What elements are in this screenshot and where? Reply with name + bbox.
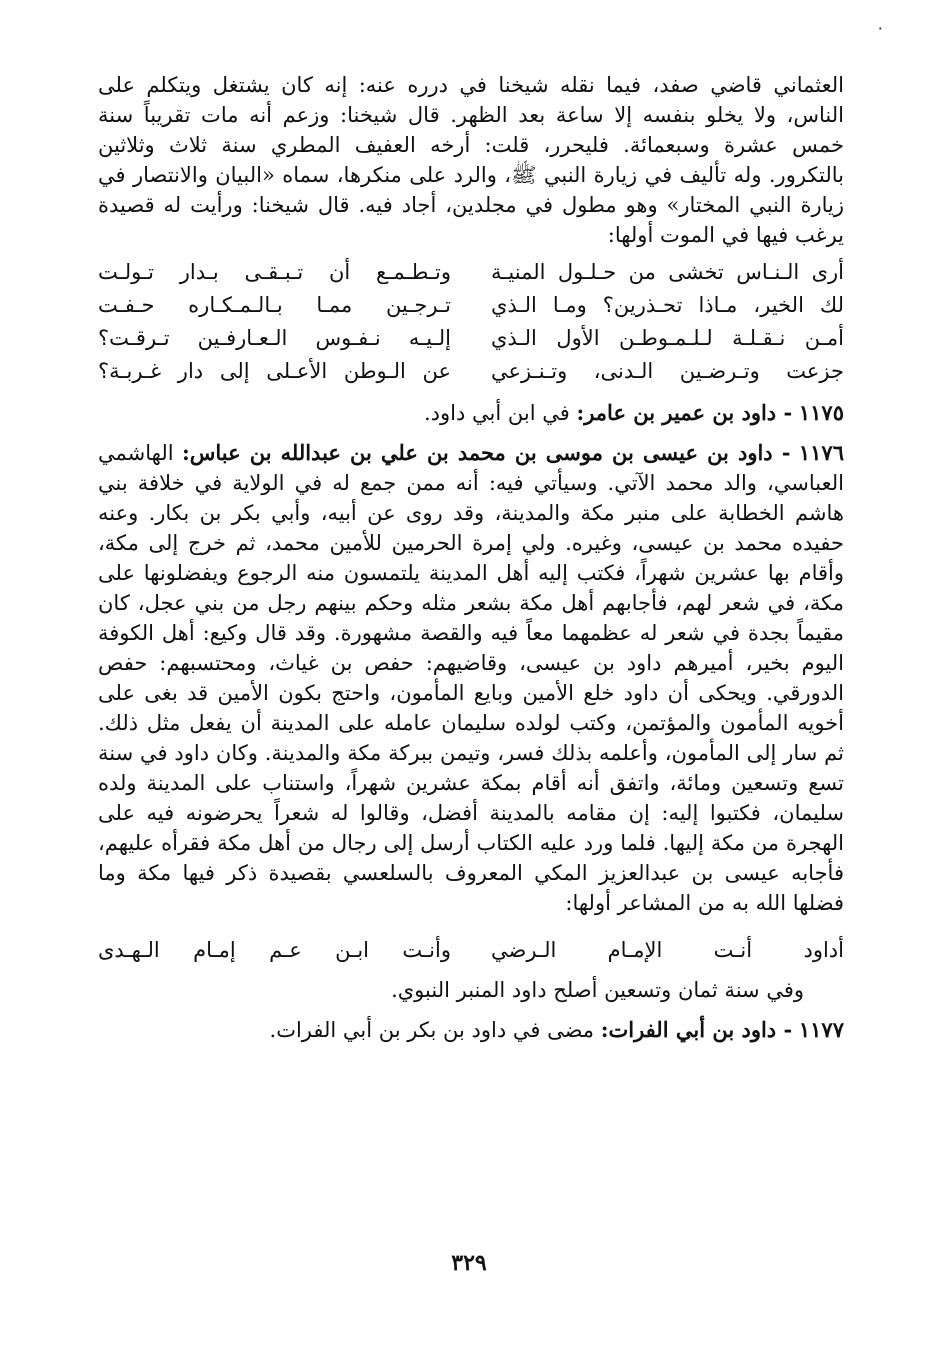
verse-2-second-hemistich: تـرجـين ممـا بـالـمـكـاره حـفـت [98, 293, 451, 317]
entry-1176-text: الهاشمي العباسي، والد محمد الآتي. وسيأتي فيه: أنه ممن جمع له في الولاية في خلافة بني هاشم الخطابة على منبر مكة والمدينة، وقد روى عن أبيه، وأبي بكر بن بكار. وعنه حفيده محمد بن عيسى، وغيره. ولي إمرة الحرمين للأمين محمد، ثم خرج إلى مكة، وأقام بها عشرين شهراً، فكتب إليه أهل المدينة يلتمسون منه الرجوع ويفضلونها على مكة، في شعر لهم، فأجابهم أهل مكة بشعر مثله وحكم بينهم رجل من بني عجل، كان مقيماً بجدة في شعر له عظمهما معاً فيه والقصة مشهورة. وقد قال وكيع: أهل الكوفة اليوم بخير، أميرهم داود بن عيسى، وقاضيهم: حفص بن غياث، ومحتسبهم: حفص الدورقي. ويحكى أن داود خلع الأمين وبايع المأمون، واحتج بكون الأمين قد بغى على أخويه المأمون والمؤتمن، وكتب لولده سليمان عامله على المدينة أن يفعل مثل ذلك. ثم سار إلى المأمون، وأعلمه بذلك فسر، وتيمن ببركة مكة والمدينة. وكان داود في سنة تسع وتسعين ومائة، واتفق أنه أقام بمكة عشرين شهراً، واستناب على المدينة ولده سليمان، فكتبوا إليه: إن مقامه بالمدينة أفضل، وقالوا له شعراً يحرضونه فيه على الهجرة من مكة إليها. فلما ورد عليه الكتاب أرسل إلى رجال من أهل مكة فقرأه عليهم، فأجابه عيسى بن عبدالعزيز المكي المعروف بالسلعسي بقصيدة ذكر فيها مكة وما فضلها الله به من المشاعر أولها: [98, 441, 844, 915]
entry-1177-name: - داود بن أبي الفرات: [600, 1017, 793, 1042]
poem-block [98, 256, 844, 388]
entry-1176-verse [98, 934, 844, 967]
verse-4-first-hemistich: جزعت وتـرضـين الـدنى، وتـنـزعي [491, 359, 844, 383]
verse-3-first-hemistich: أمـن نـقـلـة لـلـمـوطـن الأول الـذي [491, 326, 844, 350]
page-number: ٣٢٩ [451, 1250, 487, 1276]
entry-1175-name: - داود بن عمير بن عامر: [576, 400, 793, 425]
paragraph-continuation: العثماني قاضي صفد، فيما نقله شيخنا في درره عنه: إنه كان يشتغل ويتكلم على الناس، ولا يخلو بنفسه إلا ساعة بعد الظهر. قال شيخنا: وزعم أنه مات تقريباً سنة خمس عشرة وسبعمائة. فليحرر، قلت: أرخه العفيف المطري سنة ثلاث وثلاثين بالتكرور. وله تأليف في زيارة النبي ﷺ، والرد على منكرها، سماه «البيان والانتصار في زيارة النبي المختار» وهو مطول في مجلدين، أجاد فيه. قال شيخنا: ورأيت له قصيدة يرغب فيها في الموت أولها: [98, 73, 844, 247]
entry-1176-name: - داود بن عيسى بن موسى بن محمد بن علي بن عبدالله بن عباس: [182, 440, 791, 465]
verse-3-second-hemistich: إلـيـه نـفـوس الـعـارفـين تـرقـت؟ [98, 326, 451, 350]
page-body [98, 70, 844, 1045]
entry-1175-number: ١١٧٥ [798, 400, 844, 425]
entry-1175 [98, 398, 844, 428]
entry-1177-number: ١١٧٧ [798, 1017, 844, 1042]
entry-1177-text: مضى في داود بن بكر بن أبي الفرات. [269, 1018, 595, 1042]
entry-1176-verse-first: أداود أنـت الإمـام الـرضي [491, 938, 844, 962]
verse-1-first-hemistich: أرى الـنـاس تخشى من حـلـول المنيـة [491, 260, 844, 284]
entry-1176-verse-second: وأنـت ابـن عـم إمـام الـهـدى [98, 938, 451, 962]
verse-2-first-hemistich: لك الخير، مـاذا تحـذرين؟ ومـا الـذي [491, 293, 844, 317]
verse-1-second-hemistich: وتـطـمـع أن تـبـقـى بـدار تـولـت [98, 260, 451, 284]
entry-1176-after-verse: وفي سنة ثمان وتسعين أصلح داود المنبر النبوي. [391, 978, 804, 1002]
entry-1177 [98, 1015, 844, 1045]
entry-1176-number: ١١٧٦ [798, 440, 844, 465]
verse-4-second-hemistich: عن الـوطن الأعـلى إلى دار غـربـة؟ [98, 359, 451, 383]
corner-mark: ٠ [876, 18, 885, 37]
entry-1176 [98, 438, 844, 918]
entry-1175-text: في ابن أبي داود. [423, 401, 570, 425]
